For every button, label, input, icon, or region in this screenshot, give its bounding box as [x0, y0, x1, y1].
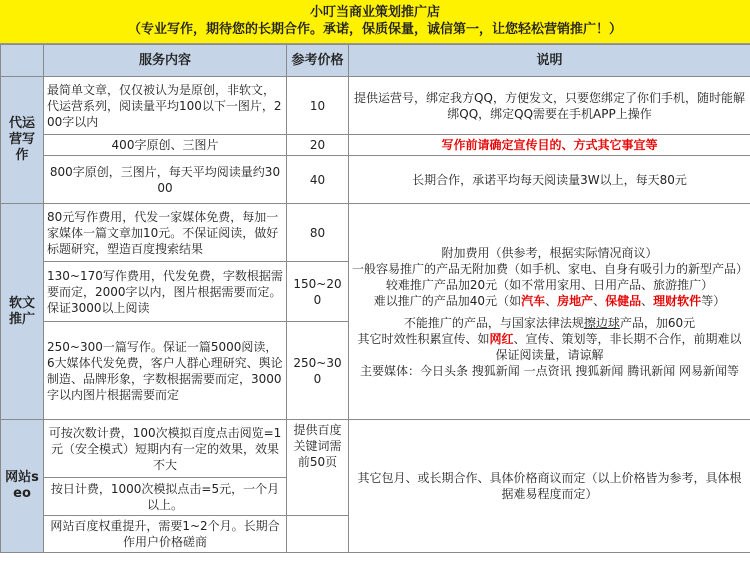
service-cell: 80元写作费用，代发一家媒体免费，每加一家媒体一篇文章加10元。不保证阅读，做好标题研究，塑造百度搜索结果: [44, 204, 287, 262]
table-row: [1, 135, 750, 156]
service-cell: 130~170写作费用，代发免费，字数根据需要而定，2000字以内，图片根据需要而定。保证3000以上阅读: [44, 262, 287, 322]
price-cell: 10: [287, 77, 349, 135]
highlight-text: 保健品: [605, 293, 642, 308]
service-cell: 800字原创，三图片，每天平均阅读量约3000: [44, 156, 287, 204]
service-cell: 网站百度权重提升，需要1~2个月。长期合作用户价格磋商: [44, 516, 287, 553]
price-cell: 提供百度关键词需前50页: [287, 420, 349, 516]
note-line: 附加费用（供参考，根据实际情况商议）: [441, 245, 658, 260]
table-row: [1, 156, 750, 204]
service-cell: 400字原创、三图片: [44, 135, 287, 156]
header-price: 参考价格: [287, 45, 349, 77]
note-text: 不能推广的产品，与国家法律法规: [403, 315, 584, 330]
service-cell: 最简单文章，仅仅被认为是原创，非软文，代运营系列，阅读量平均100以下一图片，200字以内: [44, 77, 287, 135]
note-text: 、: [641, 293, 654, 308]
note-line: [352, 315, 747, 331]
note-line: [352, 293, 747, 309]
price-table: [0, 44, 750, 553]
shop-slogan: （专业写作，期待您的长期合作。承诺，保质保量，诚信第一，让您轻松营销推广！）: [127, 22, 622, 37]
note-text: 、: [545, 293, 558, 308]
header-category: [1, 45, 44, 77]
header-service: 服务内容: [44, 45, 287, 77]
table-header-row: [1, 45, 750, 77]
price-cell: 150~200: [287, 262, 349, 322]
table-row: [1, 77, 750, 135]
highlight-text: 理财软件: [653, 293, 702, 308]
note-text: 、: [593, 293, 606, 308]
note-line: 主要媒体：今日头条 搜狐新闻 一点资讯 搜狐新闻 腾讯新闻 网易新闻等: [359, 363, 740, 378]
service-cell: 可按次数计费，100次模拟百度点击阅览=1元（安全模式）短期内有一定的效果，效果不大: [44, 420, 287, 478]
service-cell: 按日计费，1000次模拟点击=5元，一个月以上。: [44, 478, 287, 516]
shop-title: 小叮当商业策划推广店: [309, 5, 440, 20]
note-line: [352, 331, 747, 363]
category-seo: 网站seo: [1, 420, 44, 553]
note-cell: 提供运营号，绑定我方QQ，方便发文，只要您绑定了你们手机，随时能解绑QQ，绑定QQ需要在手机APP上操作: [349, 77, 750, 135]
note-text: 、宣传、策划等，非长期不合作，前期难以保证阅读量，请谅解: [495, 331, 742, 362]
highlight-text: 汽车: [521, 293, 546, 308]
price-cell: 20: [287, 135, 349, 156]
ruanwen-note-cell: [349, 204, 750, 420]
note-cell: 长期合作，承诺平均每天阅读量3W以上，每天80元: [349, 156, 750, 204]
note-line: 一般容易推广的产品无附加费（如手机、家电、自身有吸引力的新型产品）: [352, 261, 749, 276]
highlight-text: 网红: [489, 331, 514, 346]
service-cell: 250~300一篇写作。保证一篇5000阅读，6大媒体代发免费，客户人群心理研究、舆论制造、品牌形象，字数根据需要而定，3000字以内图片根据需要而定: [44, 322, 287, 420]
category-ruanwen: 软文推广: [1, 204, 44, 420]
table-row: [1, 204, 750, 262]
header-note: 说明: [349, 45, 750, 77]
note-cell: 写作前请确定宣传目的、方式其它事宜等: [349, 135, 750, 156]
page-header: [0, 0, 750, 44]
note-text: 难以推广的产品加40元（如: [373, 293, 522, 308]
underlined-text: 擦边球: [583, 315, 620, 330]
price-cell: [287, 516, 349, 553]
note-text: 其它时效性积累宣传、如: [357, 331, 490, 346]
category-daiyun: 代运营写作: [1, 77, 44, 204]
price-cell: 40: [287, 156, 349, 204]
highlight-text: 房地产: [557, 293, 594, 308]
note-text: 产品，加60元: [619, 315, 696, 330]
price-cell: 80: [287, 204, 349, 262]
note-text: 等）: [701, 293, 726, 308]
note-line: 较难推广产品加20元（如不常用家用、日用产品、旅游推广）: [385, 277, 714, 292]
note-cell: 其它包月、或长期合作、具体价格商议而定（以上价格皆为参考，具体根据难易程度而定）: [349, 420, 750, 553]
price-cell: 250~300: [287, 322, 349, 420]
table-row: [1, 420, 750, 478]
